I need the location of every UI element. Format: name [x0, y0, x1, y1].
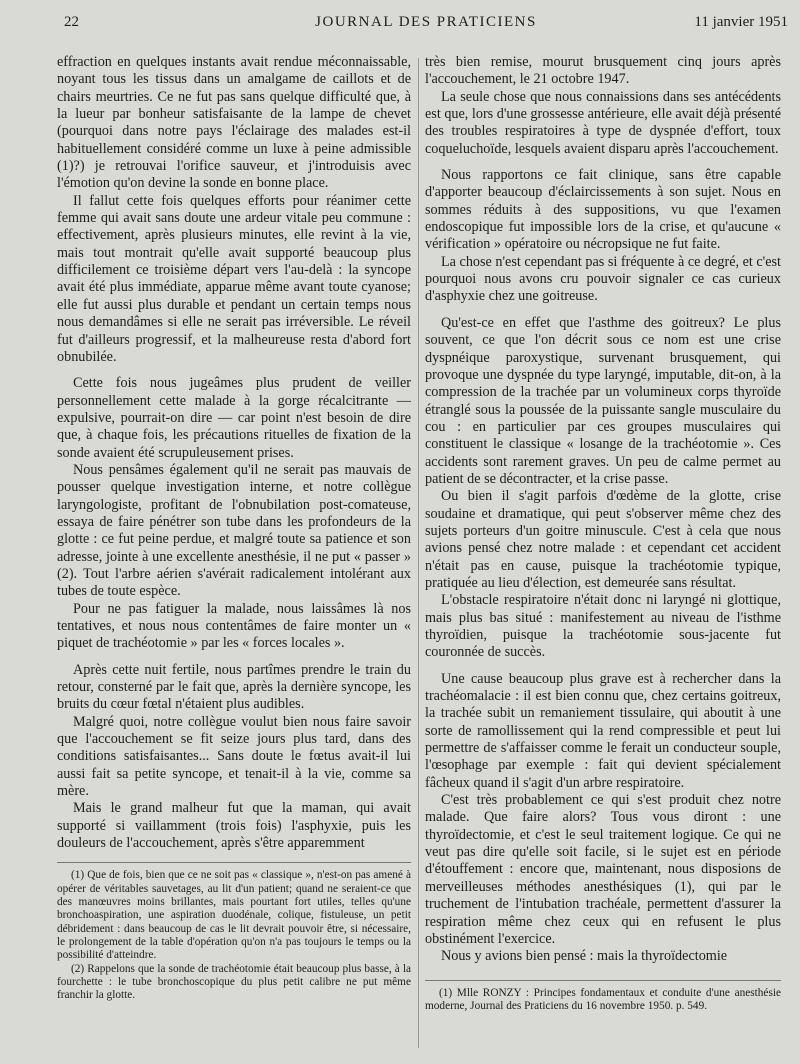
issue-date: 11 janvier 1951 — [694, 14, 788, 30]
paragraph: Pour ne pas fatiguer la malade, nous laissâmes là nos tentatives, et nous nous contentâmes de faire monter un « piquet de trachéotomie » par les « forces locales ». — [57, 600, 411, 652]
left-column — [57, 54, 411, 1002]
paragraph: Nous pensâmes également qu'il ne serait pas mauvais de pousser quelque investigation interne, et notre collègue laryngologiste, profitant de l'obnubilation post-comateuse, essaya de faire pénétrer son tube dans les profondeurs de la glotte : ce fut peine perdue, et malgré toute sa patience et son adresse, jointe à une excellente anesthésie, il ne put « passer » (2). Tout l'arbre aérien s'avérait radicalement intolérant aux tubes de toute espèce. — [57, 461, 411, 600]
paragraph: Nous y avions bien pensé : mais la thyroïdectomie — [441, 948, 728, 965]
paragraph: C'est très probablement ce qui s'est produit chez notre malade. Que faire alors? Tous vous diront : une thyroïdectomie, et c'est le seul traitement logique. Ce qui ne veut pas dire qu'elle soit facile, si le sujet est en période d'étouffement : encore que, maintenant, nous disposions de merveilleuses méthodes anesthésiques (1), qui par le truchement de l'intubation trachéale, permettent d'assurer la respiration même chez ceux qui en refusent le plus obstinément l'exercice. — [425, 792, 781, 947]
paragraph: effraction en quelques instants avait rendue méconnaissable, noyant tous les tissus dans un amalgame de caillots et de chairs meurtries. Ce ne fut pas sans quelque difficulté que, à la lueur par bonheur satisfaisante de la lampe de chevet (pourquoi dans notre pays l'éclairage des malades est-il habituellement considéré comme un luxe à peine admissible (1)?) je retrouvai l'orifice sauveur, et j'introduisis avec l'émotion qu'on devine la sonde en bonne place. — [57, 54, 411, 192]
paragraph: Une cause beaucoup plus grave est à rechercher dans la trachéomalacie : il est bien connu que, chez certains goitreux, la trachée subit un remaniement tissulaire, qui aboutit à une sorte de ramollissement qui la rend compressible et peut lui permettre de s'affaisser comme le ferait un conducteur souple, l'œsophage par exemple : fait qui devient spécialement fâcheux quand il s'agit d'un arbre respiratoire. — [425, 670, 781, 791]
paragraph: La seule chose que nous connaissions dans ses antécédents est que, lors d'une grossesse antérieure, elle avait déjà présenté des troubles respiratoires à type de dyspnée d'effort, toux coqueluchoïde, lesquels avaient disparu après l'accouchement. — [425, 88, 781, 157]
footnote: (2) Rappelons que la sonde de trachéotomie était beaucoup plus basse, à la fourchette : le tube bronchoscopique du plus petit calibre ne put même franchir la glotte. — [57, 962, 411, 1002]
footnotes-left — [57, 862, 411, 1002]
footnote: (1) Que de fois, bien que ce ne soit pas « classique », n'est-on pas amené à opérer de véritables sauvetages, au lit d'un patient; quand ne seraient-ce que des manœuvres moins brillantes, mais pourtant fort utiles, telles qu'une bronchoaspiration, une aspiration duodénale, colique, fistuleuse, un petit débridement : dans beaucoup de cas le lit devrait pouvoir être, si nécessaire, le prolongement de la table d'opération qu'on n'a pas toujours le temps ou la possibilité d'atteindre. — [57, 869, 411, 962]
paragraph: Nous rapportons ce fait clinique, sans être capable d'apporter beaucoup d'éclaircissements à son sujet. Nous en sommes réduits à des suppositions, vu que l'examen endoscopique fut impossible lors de la crise, et qu'aucune « vérification » opératoire ou nécropsique ne fut faite. — [425, 167, 781, 253]
paragraph: Qu'est-ce en effet que l'asthme des goitreux? Le plus souvent, ce que l'on décrit sous ce nom est une crise dyspnéique paroxystique, survenant brusquement, qui provoque une dyspnée du type laryngé, imputable, dit-on, à la compression de la trachée par un volumineux corps thyroïde étranglé sous la poussée de la puissante sangle musculaire du cou : en particulier par ces groupes musculaires qui constituent le classique « losange de la trachéotomie ». Ces accidents sont rarement graves. Un peu de calme permet au patient de se décontracter, et la crise passe. — [425, 314, 781, 487]
paragraph: La chose n'est cependant pas si fréquente à ce degré, et c'est pourquoi nous avons cru pouvoir signaler ce cas curieux d'asphyxie chez une goitreuse. — [425, 253, 781, 305]
page-number: 22 — [64, 14, 79, 30]
journal-title: JOURNAL DES PRATICIENS — [315, 14, 537, 30]
paragraph: très bien remise, mourut brusquement cinq jours après l'accouchement, le 21 octobre 1947. — [425, 54, 781, 88]
paragraph: L'obstacle respiratoire n'était donc ni laryngé ni glottique, mais plus bas situé : manifestement au niveau de l'isthme thyroïdien, puisque la trachéotomie sous-jacente fut couronnée de succès. — [425, 592, 781, 661]
paragraph: Malgré quoi, notre collègue voulut bien nous faire savoir que l'accouchement se fit seize jours plus tard, dans des conditions satisfaisantes... Sans doute le fœtus avait-il lui aussi fait sa petite syncope, et tenait-il à la vie, comme sa mère. — [57, 713, 411, 800]
page-header — [64, 14, 788, 38]
paragraph: Il fallut cette fois quelques efforts pour réanimer cette femme qui avait sans doute une ardeur vitale peu commune : effectivement, après plusieurs minutes, elle revint à la vie, mais tout montrait qu'elle avait supporté beaucoup plus difficilement ce troisième départ vers l'au-delà : la syncope avait été plus immédiate, apparue même avant toute cyanose; elle fut aussi plus durable et pendant un certain temps nous nous demandâmes si elle ne serait pas irréversible. Le réveil fut d'ailleurs progressif, et la malheureuse resta d'abord fort obnubilée. — [57, 192, 411, 365]
paragraph: Mais le grand malheur fut que la maman, qui avait supporté si vaillamment (trois fois) l'asphyxie, puis les douleurs de l'accouchement, après s'être apparemment — [57, 800, 411, 852]
paragraph: Après cette nuit fertile, nous partîmes prendre le train du retour, consterné par le fait que, après la dernière syncope, les bruits du cœur fœtal n'étaient plus audibles. — [57, 661, 411, 713]
paragraph: Ou bien il s'agit parfois d'œdème de la glotte, crise soudaine et dramatique, qui peut s'observer même chez des sujets porteurs d'un goitre minuscule. C'est à cela que nous avions pensé chez notre malade : et cependant cet accident n'était pas en cause, puisque la trachéotomie typique, pratiquée au lieu d'élection, est demeurée sans résultat. — [425, 488, 781, 591]
footnote: (1) Mlle RONZY : Principes fondamentaux et conduite d'une anesthésie moderne, Journal des Praticiens du 16 novembre 1950. p. 549. — [425, 986, 781, 1012]
paragraph: Cette fois nous jugeâmes plus prudent de veiller personnellement cette malade à la gorge récalcitrante — expulsive, pourrait-on dire — car point n'est besoin de dire que, à chaque fois, les précautions rituelles de fixation de la sonde avaient été scrupuleusement prises. — [57, 375, 411, 461]
footnotes-right — [425, 980, 781, 1014]
column-divider — [418, 58, 419, 1048]
right-column — [425, 54, 781, 1013]
